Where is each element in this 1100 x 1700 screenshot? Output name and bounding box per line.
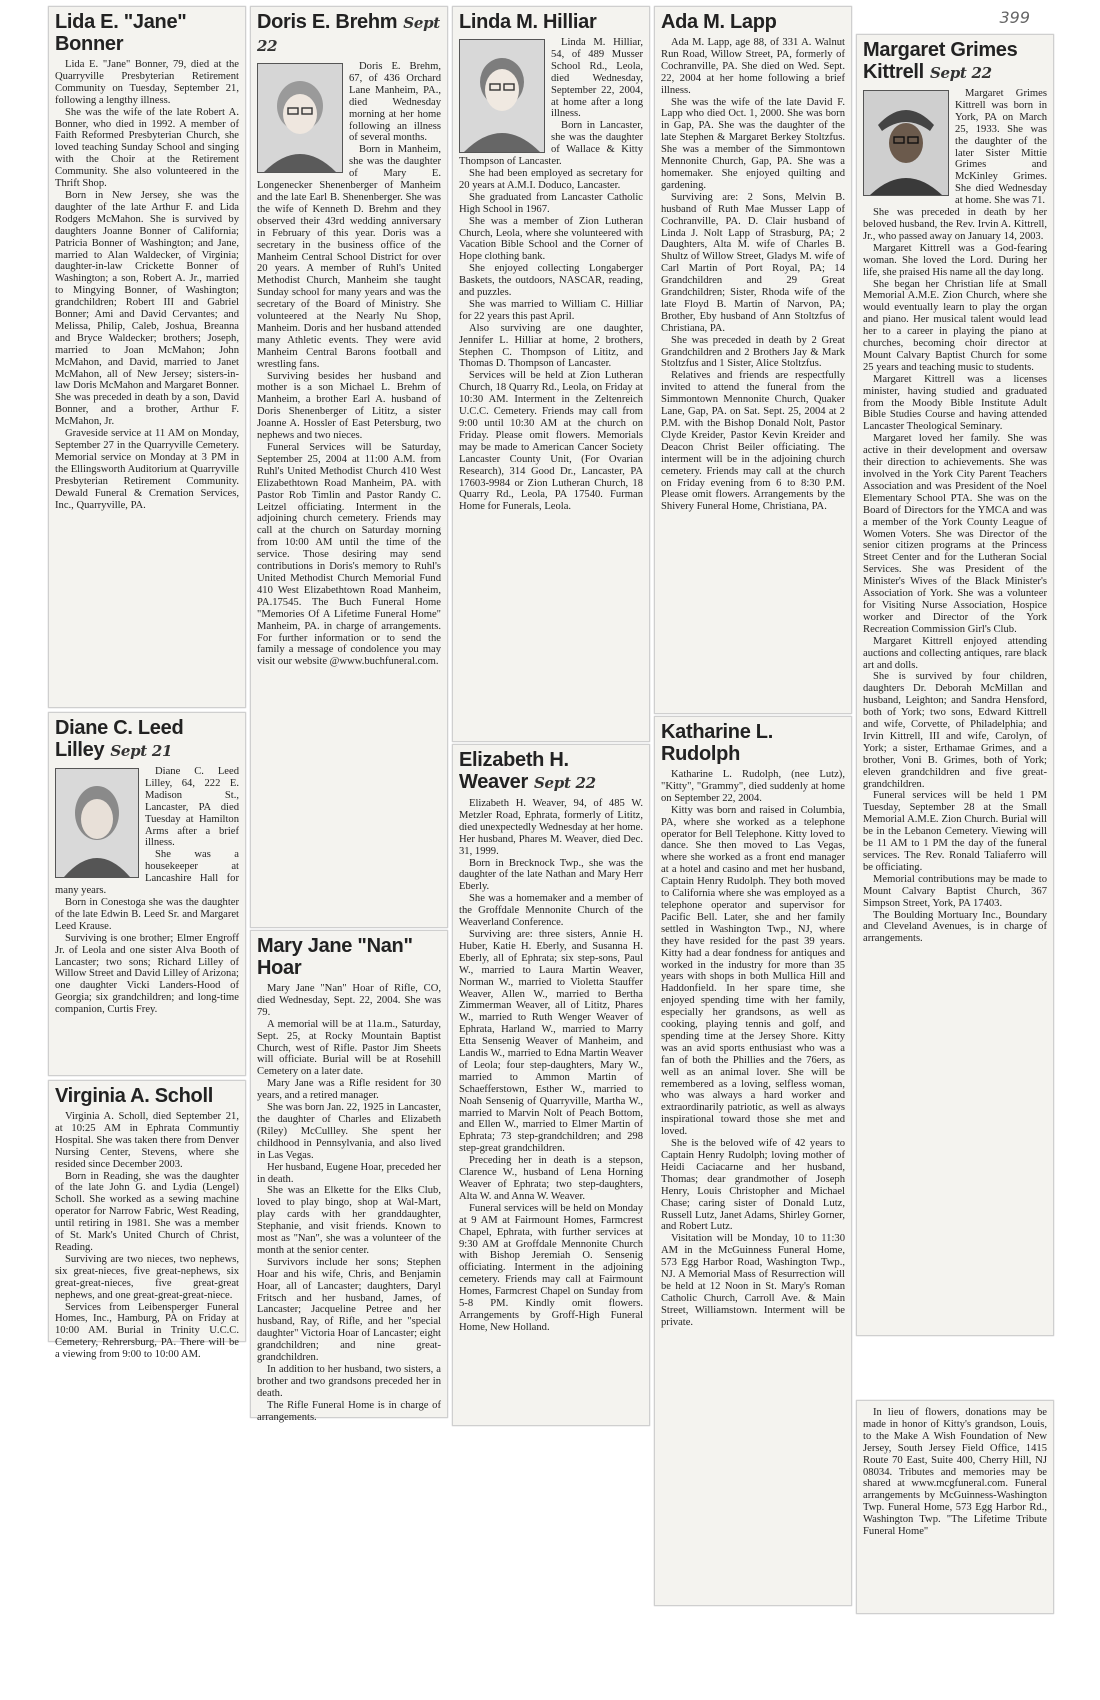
portrait-photo — [863, 90, 949, 196]
obituary-text — [55, 1111, 239, 1361]
portrait-photo — [257, 63, 343, 173]
paragraph: Born in Reading, she was the daughter of the late John G. and Lydia (Lengel) Scholl. She worked as a sewing machine operator for Narrow Fabric, West Reading, until retiring in 1981. She was a member of St. Mark's United Church of Christ, Reading. — [55, 1170, 239, 1253]
paragraph: Katharine L. Rudolph, (nee Lutz), "Kitty", "Grammy", died suddenly at home on September 22, 2004. — [661, 769, 845, 804]
paragraph: Surviving besides her husband and mother is a son Michael L. Brehm of Manheim, a brother Earl A. husband of Doris Shenenberger of Lititz, a sister Joanne A. Hossler of East Petersburg, two nephews and two nieces. — [257, 370, 441, 442]
obituary-text — [459, 37, 643, 513]
paragraph: Elizabeth H. Weaver, 94, of 485 W. Metzler Road, Ephrata, formerly of Lititz, died unexpectedly Wednesday at her home. Her husband, Phares M. Weaver, died Dec. 31, 1999. — [459, 798, 643, 857]
paragraph: She was a housekeeper at Lancashire Hall for many years. — [55, 849, 239, 897]
obituary-text — [55, 59, 239, 511]
obituary-lilley — [48, 712, 246, 1076]
portrait-photo-graphic — [56, 769, 138, 877]
page-number: 399 — [999, 8, 1030, 27]
paragraph: Margaret loved her family. She was active in their development and oversaw their direction to achievements. She was involved in the York City Parent Teachers Association and was President of the Noel Elementary School PTA. She was on the Board of Directors for the YMCA and was a member of the York County League of Women Voters. She was Director of the senior citizen programs at the Princess Street Center and for the Lutheran Social Services. She was President of the Minister's Wives of the Black Minister's Association of York. She was a volunteer for Visiting Nurse Association, Hospice worker and Director of the York Recreation Commission Girl's Club. — [863, 433, 1047, 635]
paragraph: The Boulding Mortuary Inc., Boundary and Cleveland Avenues, is in charge of arrangements. — [863, 909, 1047, 945]
paragraph: Born in Brecknock Twp., she was the daughter of the late Nathan and Mary Herr Eberly. — [459, 857, 643, 893]
paragraph: Surviving is one brother; Elmer Engroff Jr. of Leola and one sister Alva Booth of Lancaster; two sons; Richard Lilley of Willow Street and David Lilley of Arizona; one daughter Vicki Landers-Hood of Georgia; six grandchildren; and long-time companion, Curtis Frey. — [55, 932, 239, 1016]
paragraph: She was married to William C. Hilliar for 22 years this past April. — [459, 298, 643, 322]
paragraph: Ada M. Lapp, age 88, of 331 A. Walnut Run Road, Willow Street, PA, formerly of Cochranville, PA. She died on Wed. Sept. 22, 2004 at her home following a brief illness. — [661, 37, 845, 96]
obituary-rudolph — [654, 716, 852, 1606]
paragraph: Margaret Kittrell was a God-fearing woman. She loved the Lord. During her life, she praised His name all the day long. — [863, 242, 1047, 278]
obituary-name: Ada M. Lapp — [661, 11, 777, 33]
paragraph: Surviving are: 2 Sons, Melvin B. husband of Ruth Mae Musser Lapp of Cochranville, PA. D. Clair husband of Linda J. Nolt Lapp of Strasburg, PA; 2 Daughters, Alta M. wife of Charles B. Shultz of Willow Street, Gladys M. wife of Carl Martin of Port Royal, PA; 14 Grandchildren and 29 Great Grandchildren; Sister, Rhoda wife of the late Floyd B. Martin of Narvon, PA; Brother, Eby husband of Ann Stoltzfus of Christiana, PA. — [661, 191, 845, 334]
paragraph: She was an Elkette for the Elks Club, loved to play bingo, shop at Wal-Mart, play cards with her granddaughter, Stephanie, and visit friends. Known to most as "Nan", she was a volunteer of the month at the senior center. — [257, 1185, 441, 1256]
obituary-name: Virginia A. Scholl — [55, 1085, 213, 1107]
paragraph: Virginia A. Scholl, died September 21, at 10:25 AM in Ephrata Communtiy Hospital. She was taken there from Denver Nursing Center, Stevens, where she resided since December 2003. — [55, 1111, 239, 1170]
paragraph: Relatives and friends are respectfully invited to attend the funeral from the Simmontown Mennonite Church, Quaker Lane, Gap, PA. on Sat. Sept. 25, 2004 at 2 P.M. with the Bishop Donald Nolt, Pastor Clyde Kreider, Pastor Kevin Kreider and Deacon Christ Beiler officiating. The interment will be in the adjoining church cemetery. Friends may call at the church on Friday evening from 6 to 8:30 P.M. Please omit flowers. Arrangements by the Shivery Funeral Home, Christiana, PA. — [661, 370, 845, 513]
obituary-name-row — [459, 749, 643, 794]
obituary-name: Lida E. "Jane" Bonner — [55, 11, 187, 55]
paragraph: Her husband, Eugene Hoar, preceded her in death. — [257, 1161, 442, 1185]
obituary-name: Doris E. Brehm — [257, 11, 398, 33]
obituary-brehm — [250, 6, 448, 928]
obituary-text — [863, 1407, 1047, 1538]
obituary-hilliar — [452, 6, 650, 742]
obituary-bonner — [48, 6, 246, 708]
paragraph: Linda M. Hilliar, 54, of 489 Musser School Rd., Leola, died Wednesday, September 22, 2004, at home after a long illness. — [551, 37, 643, 120]
handwritten-date-note: Sept 21 — [110, 742, 173, 760]
obituary-name-row — [55, 717, 239, 762]
paragraph: Margaret Kittrell enjoyed attending auctions and collecting antiques, rare black art and dolls. — [863, 635, 1047, 671]
paragraph: Visitation will be Monday, 10 to 11:30 AM in the McGuinness Funeral Home, 573 Egg Harbor Road, Washington Twp., NJ. A Memorial Mass of Resurrection will be held at 12 Noon in St. Mary's Roman Catholic Church, Carroll Ave. & Main Street, Williamstown. Interment will be private. — [661, 1233, 845, 1328]
paragraph: A memorial will be at 11a.m., Saturday, Sept. 25, at Rocky Mountain Baptist Church, west of Rifle. Pastor Jim Sheets will officiate. Burial will be at Rosehill Cemetery on a later date. — [257, 1018, 441, 1078]
obituary-text — [459, 798, 643, 1334]
obituary-text — [661, 769, 845, 1329]
obituary-text — [661, 37, 845, 513]
paragraph: Kitty was born and raised in Columbia, PA, where she worked as a telephone operator for Bell Telephone. Kitty loved to dance. She then moved to Las Vegas, where she worked as a front end manager at a hotel and casino and met her husband, Captain Henry Rudolph. They both moved to California where she was employed as a telephone operator and supervisor for Pacific Bell. Later, she and her family settled in Washington Twp., NJ, where they have resided for the past 39 years. Kitty had a dear fondness for antiques and worked in the industry for more than 35 years with shops in both Mullica Hill and Haddonfield. In her spare time, she enjoyed spending time with her family, especially her grandsons, as well as cooking, playing tennis and golf, and spending time at the Jersey Shore. Kitty was an avid sports enthusiast who was a fan of both the Phillies and the 76ers, as well as an animal lover. She will be remembered as a loving, selfless woman, who was always a hard worker and extraordinarily patriotic, as well as always inspirational toward those she met and loved. — [661, 804, 845, 1138]
paragraph: Lida E. "Jane" Bonner, 79, died at the Quarryville Presbyterian Retirement Community on Tuesday, September 21, following a lengthy illness. — [55, 59, 239, 106]
paragraph: She was a homemaker and a member of the Groffdale Mennonite Church of the Weaverland Conference. — [459, 893, 643, 929]
paragraph: Margaret Kittrell was a licenses minister, having studied and graduated from the Moody Bible Institute Adult Bible Studies Course and having attended Lancaster Theological Seminary. — [863, 373, 1047, 433]
portrait-photo-graphic — [864, 91, 948, 195]
paragraph: Funeral Services will be Saturday, September 25, 2004 at 11:00 A.M. from Ruhl's United Methodist Church 410 West Elizabethtown Road Manheim, PA. with Pastor Rob Timlin and Pastor Randy C. Leitzel officiating. Interment in the adjoining church cemetery. Friends may call at the church on Saturday morning from 10:00 AM until the time of the service. Those desiring may send contributions in Doris's memory to Ruhl's United Methodist Church Memorial Fund 410 West Elizabethtown Road Manheim, PA.17545. The Buch Funeral Home "Memories Of A Lifetime Funeral Home" Manheim, PA. in charge of arrangements. For further information or to send the family a message of condolence you may visit our website @www.buchfuneral.com. — [257, 442, 441, 668]
obituary-name: Diane C. Leed Lilley — [55, 717, 184, 761]
paragraph: She graduated from Lancaster Catholic High School in 1967. — [459, 191, 643, 215]
paragraph: She enjoyed collecting Longaberger Baskets, the outdoors, NASCAR, reading, and puzzles. — [459, 263, 643, 299]
obituary-scholl — [48, 1080, 246, 1361]
paragraph: She was a member of Zion Lutheran Church, Leola, where she volunteered with Vacation Bible School and the Corner of Hope clothing bank. — [459, 215, 643, 263]
obituary-text — [55, 766, 239, 1016]
paragraph: Born in Manheim, she was the daughter of Mary E. Longenecker Shenenberger of Manheim and the late Earl B. Shenenberger. She was the wife of Kenneth D. Brehm and they observed their 43rd wedding anniversary in February of this year. Doris was a secretary in the business office of the Manheim Central School District for over 20 years. A member of Ruhl's United Methodist Church, Manheim she taught Sunday school for many years and was the secretary of the Board of Ministry. She volunteered at the Nearly Nu Shop, Manheim. Doris and her husband attended many Athletic events. They were avid Manheim Central Barons football and wrestling fans. — [257, 144, 441, 370]
paragraph: She was preceded in death by 2 Great Grandchildren and 2 Brothers Jay & Mark Stoltzfus and 1 Sister, Alice Stoltzfus. — [661, 334, 845, 370]
paragraph: She was born Jan. 22, 1925 in Lancaster, the daughter of Charles and Elizabeth (Riley) McCullley. She spent her childhood in Pennsylvania, and also lived in Las Vegas. — [257, 1102, 441, 1161]
paragraph: Diane C. Leed Lilley, 64, 222 E. Madison St., Lancaster, PA died Tuesday at Hamilton Arms after a brief illness. — [145, 766, 239, 849]
obituary-name: Linda M. Hilliar — [459, 11, 597, 33]
paragraph: Surviving are: three sisters, Annie H. Huber, Katie H. Eberly, and Susanna H. Eberly, all of Ephrata; six step-sons, Paul W., married to Laura Martin Weaver, Norman W., married to Violetta Stauffer Weaver, Allen W., married to Bertha Zimmerman Weaver, all of Lititz, Phares W., married to Ruth Wenger Weaver of Ephrata, Harland W., married to Marry Etta Sensenig Weaver of Manheim, and Landis W., married to Edna Martin Weaver of Leola; four step-daughters, Mary W., married to Ammon Martin of Schaefferstown, Esther W., married to Noah Sensenig of Quarryville, Martha W., married to Marvin Nolt of Peach Bottom, and Ellen W., married to Elmer Martin of Ephrata; 73 step-grandchildren; and 298 step-great grandchildren. — [459, 928, 643, 1155]
obituary-name-row — [863, 39, 1047, 84]
paragraph: She was the wife of the late Robert A. Bonner, who died in 1992. A member of Faith Reformed Presbyterian Church, she loved teaching Sunday School and singing with the Choir at the Retirement Community. She also volunteered in the Thrift Shop. — [55, 106, 239, 190]
paragraph: She had been employed as secretary for 20 years at A.M.I. Doduco, Lancaster. — [459, 167, 643, 191]
portrait-photo-graphic — [258, 64, 342, 172]
paragraph: She is the beloved wife of 42 years to Captain Henry Rudolph; loving mother of Heidi Caciacarne and her husband, Thomas; dear grandmother of Joseph Henry, Louis Christopher and Michael Chase; caring sister of Donald Lutz, Russell Lutz, Janet Adams, Shirley Gorner, and Robert Lutz. — [661, 1138, 845, 1233]
paragraph: Funeral services will be held 1 PM Tuesday, September 28 at the Small Memorial A.M.E. Zion Church. Burial will be in the Lebanon Cemetery. Viewing will be 11 AM to 1 PM the day of the funeral services. The Rev. Ronald Taliaferro will be officiating. — [863, 790, 1047, 873]
obituary-weaver — [452, 744, 650, 1426]
obituary-name: Katharine L. Rudolph — [661, 721, 773, 765]
obituary-text — [257, 61, 441, 668]
obituary-text — [863, 88, 1047, 945]
paragraph: Born in New Jersey, she was the daughter of the late Arthur F. and Lida Rodgers McMahon. She is survived by daughters Joanne Bonner of California; Patricia Bonner of Washington; and Jane, married to Alan Waldecker, of Virginia; daughter-in-law Crickette Bonner of Washington; a son, Robert A. Jr., married to Mingying Bonner, of Washington; grandchildren; Robert III and Gabriel Bonner; Ami and David Cervantes; and Melissa, Philip, Caleb, Joshua, Breanna and Bryce Waldecker; brothers; Joseph, married to Joan McMahon; John McMahon, and David, married to Janet McMahon, all of New Jersey; sisters-in-law Doris McMahon and Margaret Bonner. She was preceded in death by a son, David Bonner, and a brother, Arthur F. McMahon, Jr. — [55, 189, 239, 428]
paragraph: Preceding her in death is a stepson, Clarence W., husband of Lena Horning Weaver of Ephrata; two step-daughters, Alta W. and Anna W. Weaver. — [459, 1155, 643, 1202]
paragraph: In lieu of flowers, donations may be made in honor of Kitty's grandson, Louis, to the Make A Wish Foundation of New Jersey, South Jersey Field Office, 1415 Route 70 East, Suite 400, Cherry Hill, NJ 08034. Tributes and memories may be shared at www.mcgfuneral.com. Funeral arrangements by McGuinness-Washington Twp. Funeral Home, 573 Egg Harbor Rd., Washington Twp. "The Lifetime Tribute Funeral Home" — [863, 1407, 1047, 1538]
portrait-photo-graphic — [460, 40, 544, 152]
portrait-photo — [459, 39, 545, 153]
paragraph: Mary Jane "Nan" Hoar of Rifle, CO, died Wednesday, Sept. 22, 2004. She was 79. — [257, 983, 441, 1018]
paragraph: Born in Lancaster, she was the daughter of Wallace & Kitty Thompson of Lancaster. — [459, 120, 643, 168]
paragraph: In addition to her husband, two sisters, a brother and two grandsons preceded her in death. — [257, 1364, 441, 1399]
paragraph: Born in Conestoga she was the daughter of the late Edwin B. Leed Sr. and Margaret Leed Krause. — [55, 896, 239, 932]
obituary-lapp — [654, 6, 852, 714]
paragraph: Also surviving are one daughter, Jennifer L. Hilliar at home, 2 brothers, Stephen C. Thompson of Lititz, and Thomas D. Thompson of Lancaster. — [459, 322, 643, 370]
paragraph: Services will be held at Zion Lutheran Church, 18 Quarry Rd., Leola, on Friday at 10:30 AM. Interment in the Zeltenreich U.C.C. Cemetery. Friends may call from 9:00 until 10:30 AM at the church on Friday. Please omit flowers. Memorials may be made to American Cancer Society Lancaster County Unit, (For Ovarian Research), 314 Good Dr., Lancaster, PA 17603-9984 or Zion Lutheran Church, 18 Quarry Rd., Leola, PA 17540. Furman Home for Funerals, Leola. — [459, 370, 643, 513]
paragraph: The Rifle Funeral Home is in charge of arrangements. — [257, 1399, 441, 1423]
obituary-kittrell — [856, 34, 1054, 1336]
paragraph: Services from Leibensperger Funeral Homes, Inc., Hamburg, PA on Friday at 10:00 AM. Burial in Trinity U.C.C. Cemetery, Rehrersburg, PA. There will be a viewing from 9:00 to 10:00 AM. — [55, 1301, 239, 1361]
newspaper-clipping-sheet — [42, 0, 1047, 1700]
obituary-name: Elizabeth H. Weaver — [459, 749, 569, 793]
paragraph: Survivors include her sons; Stephen Hoar and his wife, Chris, and Benjamin Hoar, all of Lancaster; daughters, Daryl Fritsch and her husband, James, of Lancaster; Jacqueline Petree and her husband, Ray, of Rifle, and her "special daughter" Victoria Hoar of Lancaster; eight grandchildren; and nine great-grandchildren. — [257, 1256, 441, 1364]
obituary-name: Mary Jane "Nan" Hoar — [257, 935, 413, 979]
paragraph: She is survived by four children, daughters Dr. Deborah McMillan and husband, Leighton; and Sandra Hensford, both of York; two sons, Edward Kittrell and wife, Corvette, of Philadelphia; and Irvin Kittrell, III and wife, Carolyn, of York; a sister, Erthamae Grimes, and a brother, Voni B. Grimes, both of York; eleven grandchildren and five great-grandchildren. — [863, 671, 1047, 790]
paragraph: She was the wife of the late David F. Lapp who died Oct. 1, 2000. She was born in Gap, PA. She was the daughter of the late Stephen & Margaret Berkey Stoltzfus. She was a member of the Simmontown Mennonite Church, Gap, PA. She was a homemaker. She enjoyed quilting and gardening. — [661, 96, 845, 191]
paragraph: She began her Christian life at Small Memorial A.M.E. Zion Church, where she would eventually learn to play the organ and piano. Her musical talent would lead her to a career in playing the piano at churches, becoming choir director at Mount Calvary Baptist Church for some 25 years and teaching music to students. — [863, 278, 1047, 373]
obituary-text — [257, 983, 441, 1424]
handwritten-date-note: Sept 22 — [534, 774, 596, 792]
paragraph: Margaret Grimes Kittrell was born in York, PA on March 25, 1933. She was the daughter of the later Sister Mittie Grimes and McKinley Grimes. She died Wednesday at home. She was 71. — [955, 88, 1047, 207]
obituary-hoar — [250, 930, 448, 1423]
paragraph: Memorial contributions may be made to Mount Calvary Baptist Church, 367 Simpson Street, York, PA 17403. — [863, 873, 1047, 909]
paragraph: Mary Jane was a Rifle resident for 30 years, and a retired manager. — [257, 1078, 441, 1102]
handwritten-date-note: Sept 22 — [929, 64, 992, 82]
paragraph: Funeral services will be held on Monday at 9 AM at Fairmount Homes, Farmcrest Chapel, Ephrata, with further services at 9:30 AM at Groffdale Mennonite Church with Bishop Jeremiah O. Sensenig officiating. Interment in the adjoining cemetery. Friends may call at Fairmount Homes, Farmcrest Chapel on Sunday from 5-8 PM. Kindly omit flowers. Arrangements by Groff-High Funeral Home, New Holland. — [459, 1202, 643, 1333]
handwritten-date-note: Sept 22 — [257, 14, 440, 55]
paragraph: Graveside service at 11 AM on Monday, September 27 in the Quarryville Cemetery. Memorial service on Monday at 3 PM in the Ellingsworth Auditorium at Quarryville Presbyterian Retirement Community. Dewald Funeral & Cremation Services, Inc., Quarryville, PA. — [55, 428, 239, 511]
obituary-name-row — [257, 11, 441, 57]
paragraph: Surviving are two nieces, two nephews, six great-nieces, five great-nephews, six great-great-nieces, five great-great nephews, and one great-great-great-niece. — [55, 1253, 239, 1301]
obituary-name: Margaret Grimes Kittrell — [863, 39, 1018, 83]
paragraph: She was preceded in death by her beloved husband, the Rev. Irvin A. Kittrell, Jr., who passed away on January 14, 2003. — [863, 207, 1047, 242]
obituary-rudolph-continued — [856, 1400, 1054, 1614]
portrait-photo — [55, 768, 139, 878]
paragraph: Doris E. Brehm, 67, of 436 Orchard Lane Manheim, PA., died Wednesday morning at her home following an illness of several months. — [349, 61, 441, 144]
